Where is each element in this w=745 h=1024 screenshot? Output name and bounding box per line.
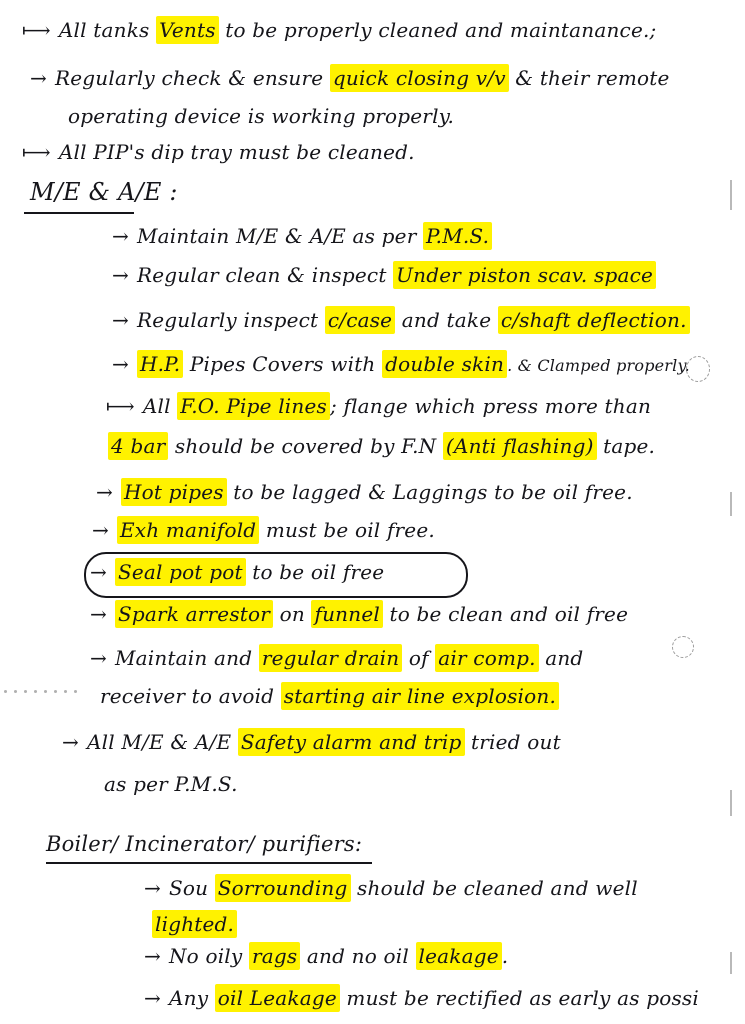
text: to be oil free [245,560,385,584]
highlighted-text: rags [249,942,300,970]
heading-text: M/E & A/E : [30,178,178,206]
scan-speck [686,356,710,382]
scan-dot [54,690,57,693]
text: All tanks [58,18,157,42]
note-line [112,263,656,287]
text: . [501,944,509,968]
arrow-icon: → [144,944,161,968]
text: of [402,646,436,670]
text: as per P.M.S. [104,772,238,796]
highlighted-text: Spark arrestor [115,600,273,628]
scan-margin-mark [730,952,732,974]
text: Maintain and [114,646,259,670]
text: to be properly cleaned and maintanance.; [218,18,657,42]
hooked-arrow-icon: ⟼ [22,140,51,164]
highlighted-text: Under piston scav. space [393,261,656,289]
text: and [538,646,584,670]
scan-dot [34,690,37,693]
highlighted-text: oil Leakage [215,984,340,1012]
note-line [152,912,237,936]
text: tried out [464,730,561,754]
scan-margin-mark [730,790,732,816]
scan-dot [44,690,47,693]
highlighted-text: Vents [156,16,219,44]
highlighted-text: Exh manifold [117,516,259,544]
text: and take [395,308,498,332]
highlighted-text: Seal pot pot [115,558,246,586]
text: . & Clamped properly. [507,356,690,375]
text: Pipes Covers with [183,352,383,376]
arrow-icon: → [92,518,109,542]
note-line [144,876,638,900]
note-line [22,140,415,164]
note-line [100,684,559,708]
highlighted-text: (Anti flashing) [443,432,597,460]
text: to be lagged & Laggings to be oil free. [226,480,633,504]
text: tape. [596,434,656,458]
highlighted-text: 4 bar [108,432,168,460]
text: must be oil free. [259,518,435,542]
arrow-icon: → [96,480,113,504]
text: Regularly inspect [136,308,325,332]
note-line [62,730,561,754]
highlighted-text: double skin [382,350,507,378]
highlighted-text: c/case [325,306,395,334]
highlighted-text: Sorrounding [215,874,351,902]
note-line [112,308,690,332]
section-heading-me-ae [30,178,178,206]
text: All PIP's dip tray must be cleaned. [58,140,415,164]
highlighted-text: leakage [416,942,502,970]
arrow-icon: → [90,560,107,584]
arrow-icon: → [112,263,129,287]
highlighted-text: lighted. [152,910,237,938]
highlighted-text: quick closing v/v [330,64,509,92]
text: All M/E & A/E [86,730,238,754]
text: should be covered by F.N [168,434,443,458]
text: Maintain M/E & A/E as per [136,224,424,248]
arrow-icon: → [112,308,129,332]
text: receiver to avoid [100,684,281,708]
text: operating device is working properly. [68,104,455,128]
note-line [92,518,435,542]
arrow-icon: → [144,876,161,900]
text: & their remote [508,66,670,90]
highlighted-text: P.M.S. [423,222,492,250]
arrow-icon: → [62,730,79,754]
note-line [22,18,656,42]
highlighted-text: c/shaft deflection. [498,306,690,334]
arrow-icon: → [90,602,107,626]
highlighted-text: regular drain [259,644,402,672]
text: Regularly check & ensure [54,66,330,90]
text: and no oil [300,944,416,968]
note-line [144,986,699,1010]
note-line [144,944,508,968]
highlighted-text: Safety alarm and trip [238,728,465,756]
scan-margin-mark [730,492,732,516]
section-heading-boiler [46,832,362,856]
scan-dot [14,690,17,693]
text: Any [168,986,215,1010]
text: All [142,394,178,418]
note-line [108,434,655,458]
note-line [106,394,651,418]
scan-dot [74,690,77,693]
scan-dot [4,690,7,693]
note-line [90,602,628,626]
highlighted-text: funnel [311,600,382,628]
note-line [90,560,384,584]
text: to be clean and oil free [382,602,629,626]
arrow-icon: → [90,646,107,670]
highlighted-text: starting air line explosion. [281,682,559,710]
heading-underline [24,212,134,214]
arrow-icon: → [112,352,129,376]
note-line [104,772,238,796]
text: Regular clean & inspect [136,263,394,287]
text: must be rectified as early as possi [339,986,699,1010]
scan-dot [64,690,67,693]
note-line [112,352,690,376]
heading-text: Boiler/ Incinerator/ purifiers: [46,832,363,856]
highlighted-text: F.O. Pipe lines [177,392,330,420]
scan-speck [672,636,694,658]
note-line [112,224,492,248]
text: Sou [168,876,215,900]
text: should be cleaned and well [350,876,638,900]
note-line [30,66,670,90]
highlighted-text: air comp. [435,644,538,672]
arrow-icon: → [112,224,129,248]
text: No oily [168,944,249,968]
hooked-arrow-icon: ⟼ [22,18,51,42]
note-line [96,480,633,504]
highlighted-text: H.P. [137,350,183,378]
arrow-icon: → [30,66,47,90]
note-line [68,104,454,128]
scan-margin-mark [730,180,732,210]
text: on [273,602,312,626]
hooked-arrow-icon: ⟼ [106,394,135,418]
arrow-icon: → [144,986,161,1010]
note-line [90,646,583,670]
highlighted-text: Hot pipes [121,478,227,506]
heading-underline [46,862,372,864]
scan-dot [24,690,27,693]
text: ; flange which press more than [329,394,652,418]
